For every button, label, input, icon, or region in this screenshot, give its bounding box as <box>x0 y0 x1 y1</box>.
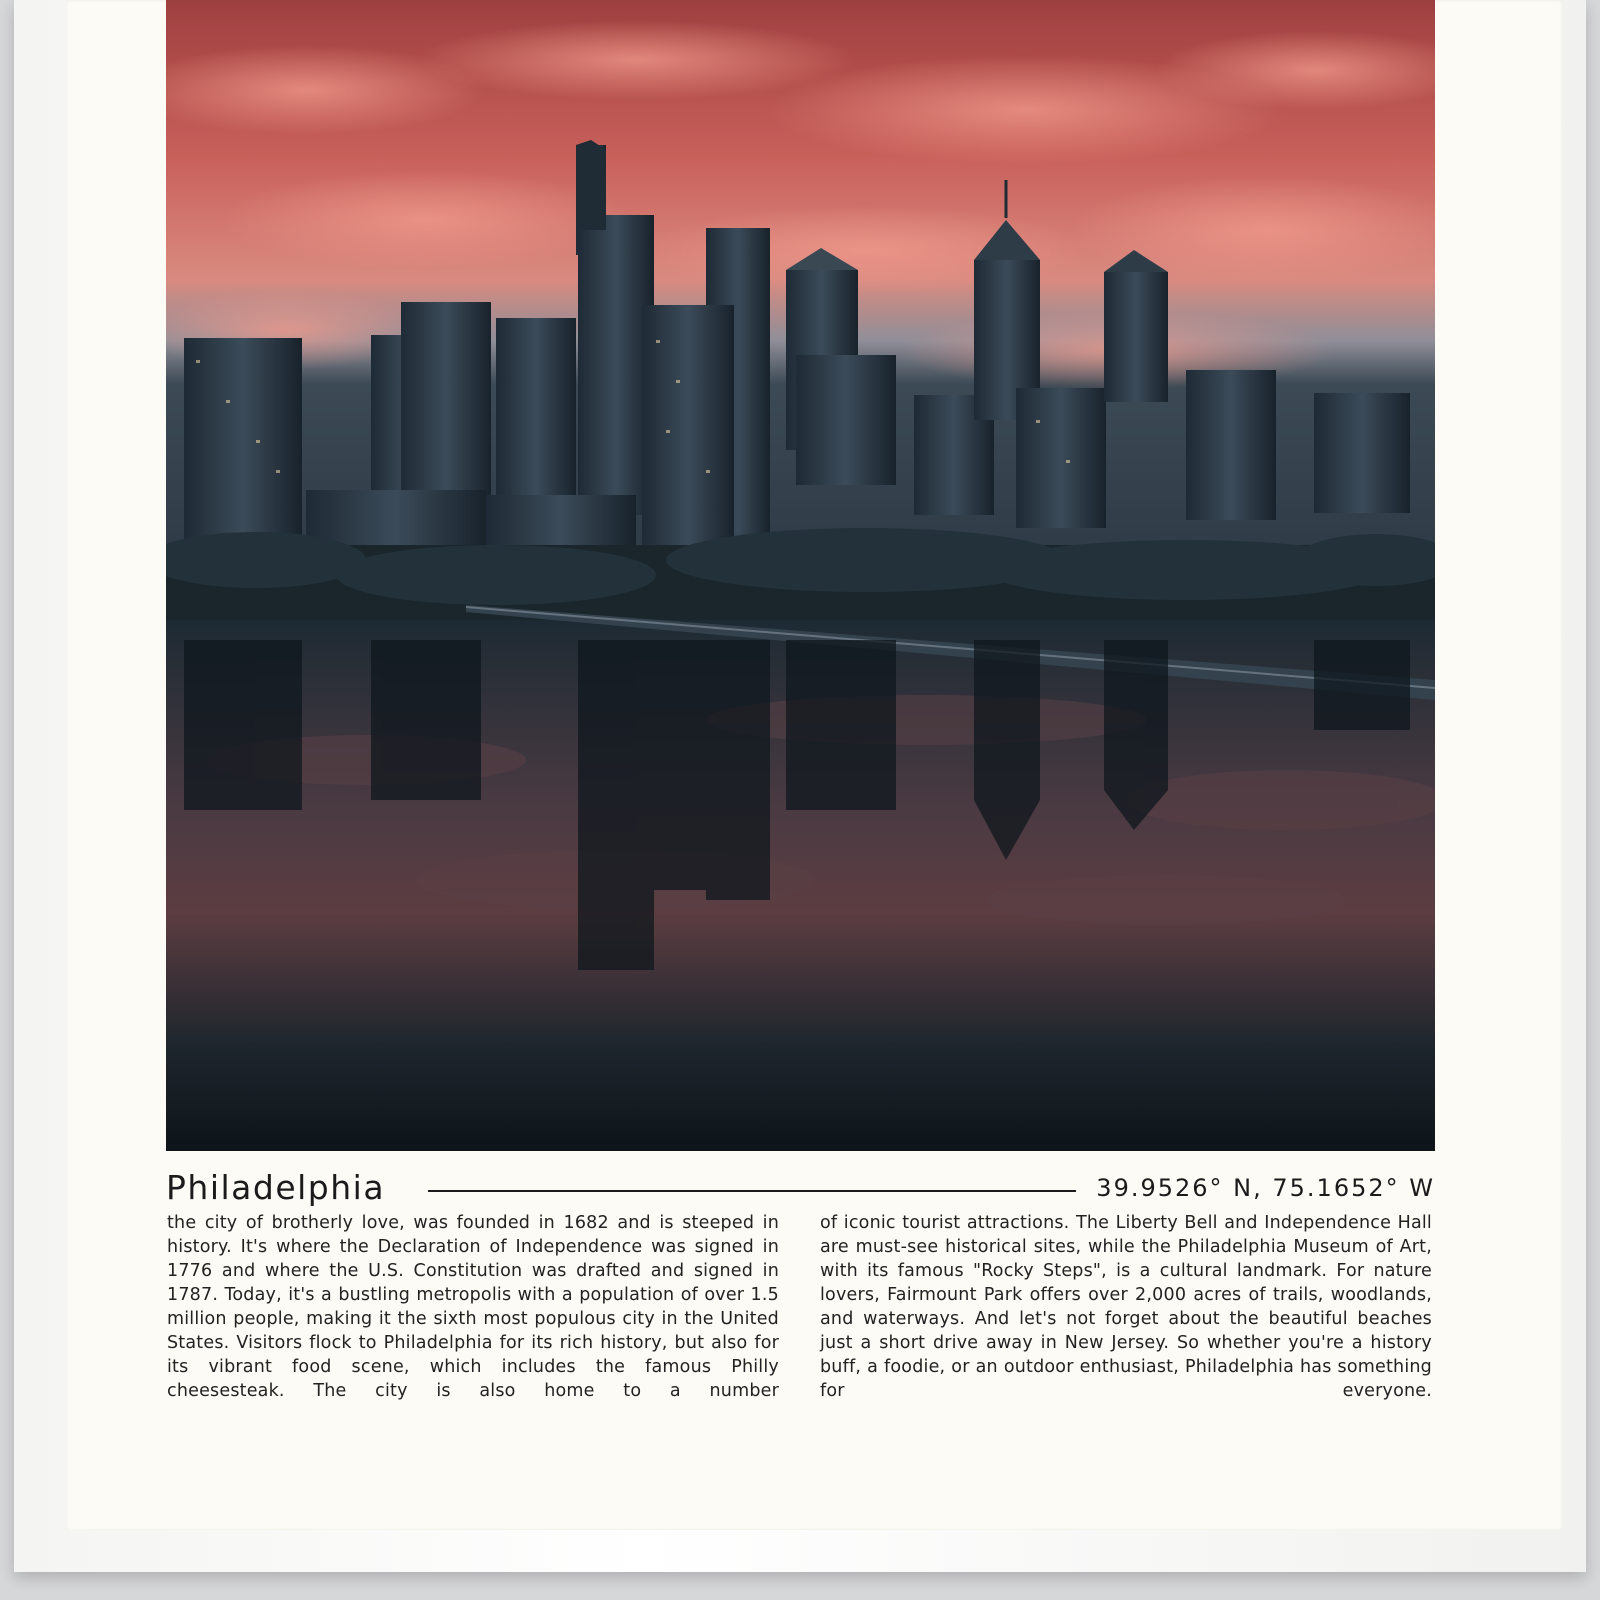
skyline-painting-svg <box>166 0 1435 1151</box>
title-divider-line <box>428 1190 1076 1192</box>
city-coordinates: 39.9526° N, 75.1652° W <box>1096 1174 1435 1202</box>
skyline-painting <box>166 0 1435 1151</box>
description-left-column: the city of brotherly love, was founded in 1682 and is steeped in history. It's where the Declaration of Independence was signed in 1776 and where the U.S. Constitution was drafted and signed in 1787. Today, it's a bustling metropolis with a population of over 1.5 million people, making it the sixth most populous city in the United States. Visitors flock to Philadelphia for its rich history, but also for its vibrant food scene, which includes the famous Philly cheesesteak. The city is also home to a number <box>167 1213 779 1401</box>
city-title: Philadelphia <box>166 1168 386 1207</box>
title-row <box>166 1166 1435 1214</box>
description-right-column: of iconic tourist attractions. The Liberty Bell and Independence Hall are must-see historical sites, while the Philadelphia Museum of Art, with its famous "Rocky Steps", is a cultural landmark. For nature lovers, Fairmount Park offers over 2,000 acres of trails, woodlands, and waterways. And let's not forget about the beautiful beaches just a short drive away in New Jersey. So whether you're a history buff, a foodie, or an outdoor enthusiast, Philadelphia has something for everyone. <box>820 1213 1432 1401</box>
